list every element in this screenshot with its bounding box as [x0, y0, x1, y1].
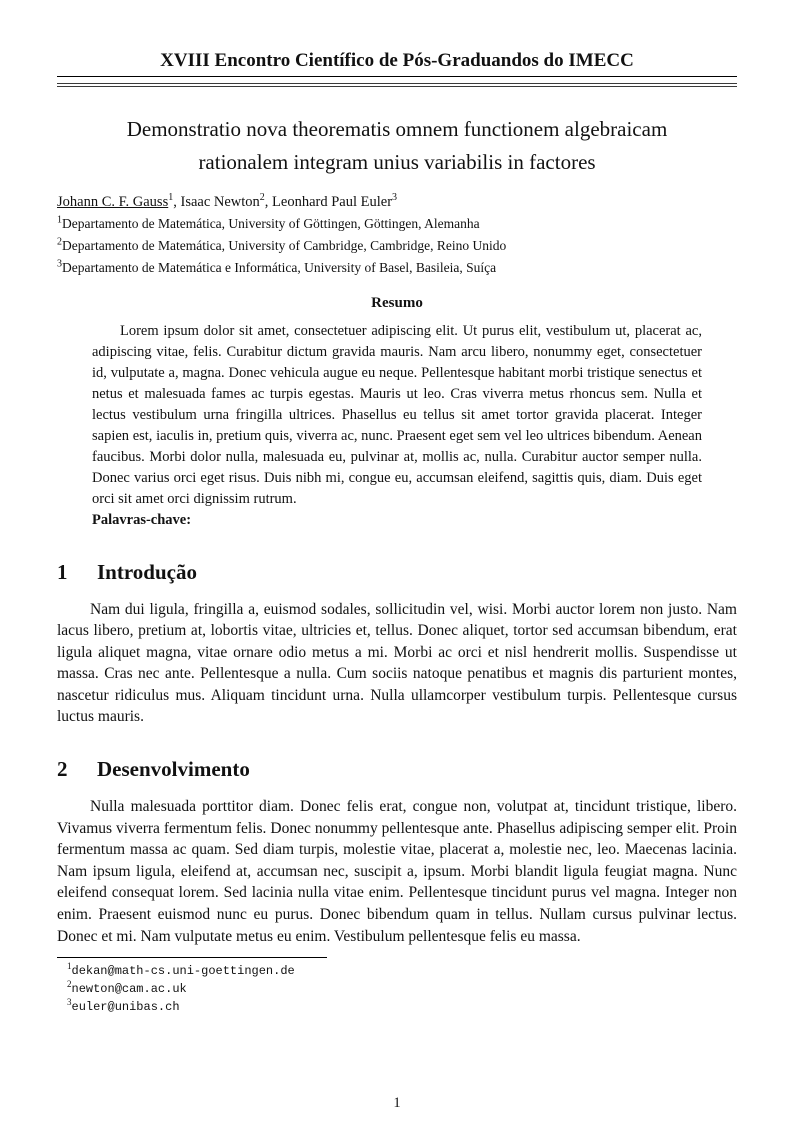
affiliation-line — [57, 213, 737, 235]
affiliation-mark: 1 — [57, 214, 62, 225]
page-number: 1 — [393, 1095, 401, 1111]
paper-page — [0, 50, 794, 1123]
section-number: 1 — [57, 559, 68, 584]
section-heading-desenvolvimento — [57, 756, 737, 782]
author-name: Leonhard Paul Euler — [272, 193, 393, 210]
affiliation-text: Departamento de Matemática, University of Cambridge, Cambridge, Reino Unido — [62, 237, 507, 253]
footnote-mark: 2 — [67, 979, 72, 990]
author-separator: , — [173, 193, 181, 210]
footnote-email-line — [57, 998, 737, 1016]
footnote-block — [57, 957, 737, 1016]
header-double-rule — [57, 83, 737, 87]
author-separator: , — [264, 193, 273, 210]
footnote-email: newton@cam.ac.uk — [71, 982, 187, 997]
affiliation-line — [57, 235, 737, 257]
affiliation-text: Departamento de Matemática, University of Göttingen, Göttingen, Alemanha — [62, 215, 480, 231]
conference-name: XVIII Encontro Científico de Pós-Graduandos do IMECC — [160, 50, 634, 71]
footnote-email: dekan@math-cs.uni-goettingen.de — [71, 964, 295, 979]
footnote-email-line — [57, 980, 737, 998]
footnote-email: euler@unibas.ch — [71, 1000, 180, 1015]
keywords-label: Palavras-chave: — [92, 511, 192, 528]
footnote-rule — [57, 957, 327, 958]
abstract-heading: Resumo — [371, 294, 423, 311]
affiliation-line — [57, 257, 737, 279]
authors-line — [57, 192, 737, 213]
affiliation-mark: 2 — [57, 236, 62, 247]
author-affiliation-mark: 2 — [259, 191, 265, 203]
footnote-email-line — [57, 962, 737, 980]
author-name: Johann C. F. Gauss — [57, 193, 169, 210]
section-title: Desenvolvimento — [97, 757, 250, 782]
section-heading-introducao — [57, 559, 737, 585]
section-body-desenvolvimento: Nulla malesuada porttitor diam. Donec felis erat, congue non, volutpat at, tincidunt tristique, libero. Vivamus viverra fermentum felis. Donec nonummy pellentesque ante. Phasellus adipiscing semper elit. Proin fermentum massa ac quam. Sed diam turpis, molestie vitae, placerat a, molestie nec, leo. Maecenas lacinia. Nam ipsum ligula, eleifend at, accumsan nec, suscipit a, ipsum. Morbi blandit ligula feugiat magna. Nunc eleifend consequat lorem. Sed lacinia nulla vitae enim. Pellentesque tincidunt purus vel magna. Integer non enim. Praesent euismod nunc eu purus. Donec bibendum quam in tellus. Nullam cursus pulvinar lectus. Donec et mi. Nam vulputate metus eu enim. Vestibulum pellentesque felis eu massa. — [57, 798, 737, 945]
author-affiliation-mark: 3 — [392, 191, 398, 203]
affiliation-text: Departamento de Matemática e Informática, University of Basel, Basileia, Suíça — [62, 259, 497, 275]
conference-header — [57, 50, 737, 77]
abstract-body — [92, 321, 702, 531]
author-affiliation-mark: 1 — [168, 191, 174, 203]
footnote-mark: 3 — [67, 997, 72, 1008]
section-title: Introdução — [97, 559, 197, 584]
section-number: 2 — [57, 757, 68, 782]
paper-title: Demonstratio nova theorematis omnem functionem algebraicam rationalem integram unius variabilis in factores — [126, 116, 668, 174]
footnote-mark: 1 — [67, 961, 72, 972]
section-body-introducao: Nam dui ligula, fringilla a, euismod sodales, sollicitudin vel, wisi. Morbi auctor lorem non justo. Nam lacus libero, pretium at, lobortis vitae, ultricies et, tellus. Donec aliquet, tortor sed accumsan bibendum, erat ligula aliquet magna, vitae ornare odio metus a mi. Morbi ac orci et nisl hendrerit mollis. Suspendisse ut massa. Cras nec ante. Pellentesque a nulla. Cum sociis natoque penatibus et magnis dis parturient montes, nascetur ridiculus mus. Aliquam tincidunt urna. Nulla ullamcorper vestibulum turpis. Pellentesque cursus luctus mauris. — [57, 600, 737, 726]
author-name: Isaac Newton — [180, 193, 260, 210]
affiliation-mark: 3 — [57, 258, 62, 269]
abstract-text: Lorem ipsum dolor sit amet, consectetuer adipiscing elit. Ut purus elit, vestibulum ut, placerat ac, adipiscing vitae, felis. Curabitur dictum gravida mauris. Nam arcu libero, nonummy eget, consectetuer id, vulputate a, magna. Donec vehicula augue eu neque. Pellentesque habitant morbi tristique senectus et netus et malesuada fames ac turpis egestas. Mauris ut leo. Cras viverra metus rhoncus sem. Nulla et lectus vestibulum urna fringilla ultrices. Phasellus eu tellus sit amet tortor gravida placerat. Integer sapien est, iaculis in, pretium quis, viverra ac, nunc. Praesent eget sem vel leo ultrices bibendum. Aenean faucibus. Morbi dolor nulla, malesuada eu, pulvinar at, mollis ac, nulla. Curabitur auctor semper nulla. Donec varius orci eget risus. Duis nibh mi, congue eu, accumsan eleifend, sagittis quis, diam. Duis eget orci sit amet orci dignissim rutrum. — [92, 322, 702, 507]
